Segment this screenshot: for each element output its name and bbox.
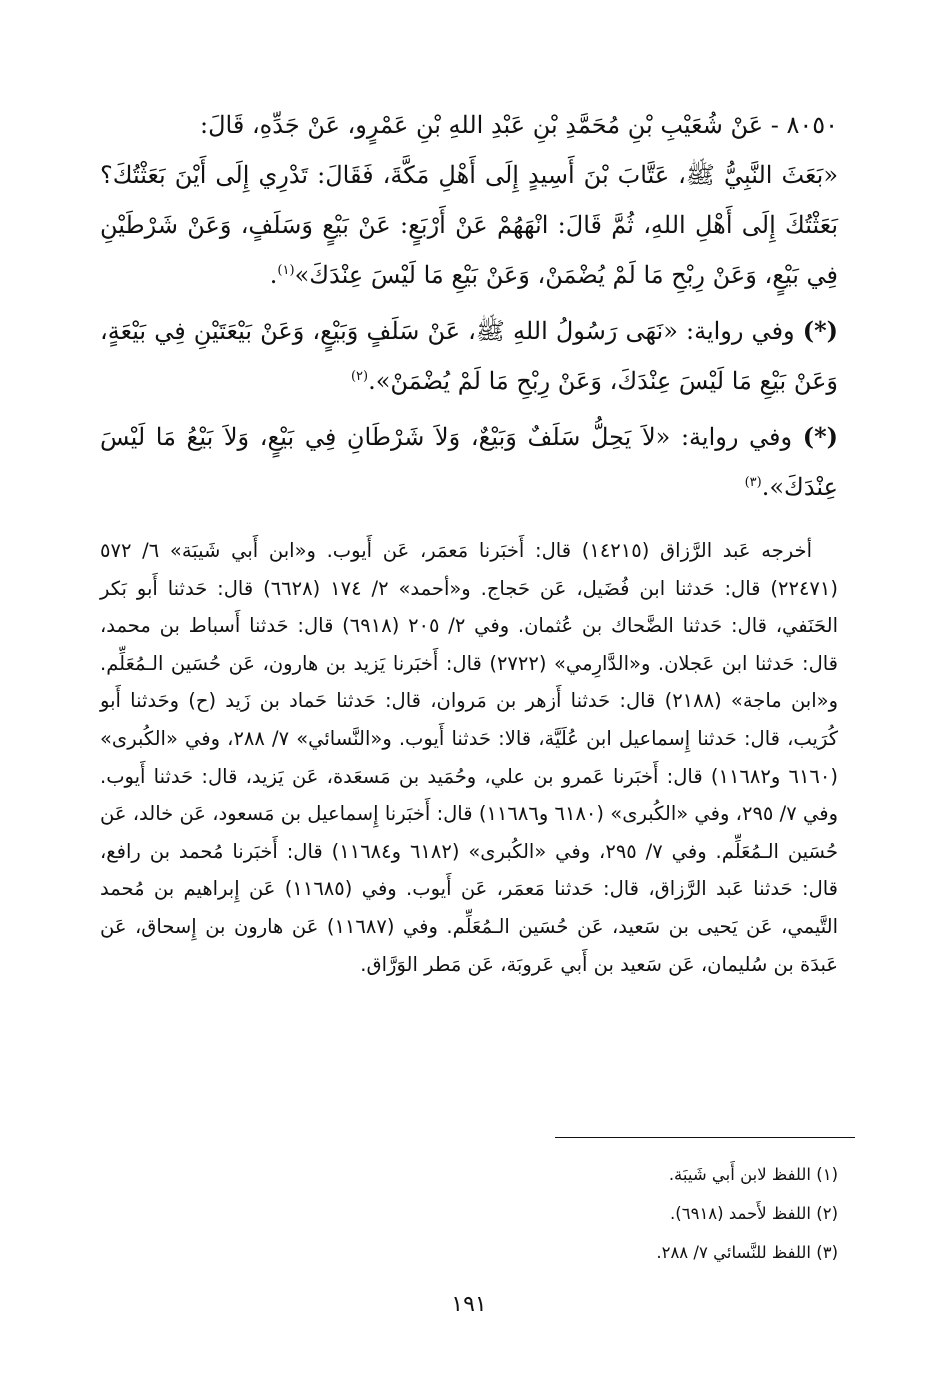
hadith-block — [100, 100, 838, 300]
narration-marker: (*) — [802, 422, 838, 451]
footnote-reference: (١) — [277, 263, 295, 278]
narration-variant — [100, 412, 838, 512]
footnote-item: (٢) اللفظ لأَحمد (٦٩١٨). — [670, 1204, 838, 1223]
takhrij-paragraph: أخرجه عَبد الرَّزاق (١٤٢١٥) قال: أَخبَرنا مَعمَر، عَن أَيوب. و«ابن أَبي شَيبَة» ٦/ ٥٧٢ (٢٢٤٧١) قال: حَدثنا ابن فُضَيل، عَن حَجاج. و«أحمد» ٢/ ١٧٤ (٦٦٢٨) قال: حَدثنا أَبو بَكر الحَنَفي، قال: حَدثنا الضَّحاك بن عُثمان. وفي ٢/ ٢٠٥ (٦٩١٨) قال: حَدثنا أَسباط بن محمد، قال: حَدثنا ابن عَجلان. و«الدَّارِمي» (٢٧٢٢) قال: أَخبَرنا يَزيد بن هارون، عَن حُسَين الـمُعَلِّم. و«ابن ماجة» (٢١٨٨) قال: حَدثنا أَزهر بن مَروان، قال: حَدثنا حَماد بن زَيد (ح) وحَدثنا أَبو كُرَيب، قال: حَدثنا إِسماعيل ابن عُلَيَّة، قالا: حَدثنا أَيوب. و«النَّسائي» ٧/ ٢٨٨، وفي «الكُبرى» (٦١٦٠ و١١٦٨٢) قال: أَخبَرنا عَمرو بن علي، وحُمَيد بن مَسعَدة، عَن يَزيد، قال: حَدثنا أَيوب. وفي ٧/ ٢٩٥، وفي «الكُبرى» (٦١٨٠ و١١٦٨٦) قال: أَخبَرنا إِسماعيل بن مَسعود، عَن خالد، عَن حُسَين الـمُعَلِّم. وفي ٧/ ٢٩٥، وفي «الكُبرى» (٦١٨٢ و١١٦٨٤) قال: أَخبَرنا مُحمد بن رافع، قال: حَدثنا عَبد الرَّزاق، قال: حَدثنا مَعمَر، عَن أَيوب. وفي (١١٦٨٥) عَن إِبراهيم بن مُحمد التَّيمي، عَن يَحيى بن سَعيد، عَن حُسَين الـمُعَلِّم. وفي (١١٦٨٧) عَن هارون بن إِسحاق، عَن عَبدَة بن سُليمان، عَن سَعيد بن أَبي عَروبَة، عَن مَطر الوَرَّاق. — [100, 539, 839, 976]
narration-variant — [100, 306, 838, 406]
footnote-item: (٣) اللفظ للنَّسائي ٧/ ٢٨٨. — [656, 1243, 838, 1262]
footnotes — [100, 1155, 838, 1272]
narration-text: وفي رواية: «نَهَى رَسُولُ اللهِ ﷺ، عَنْ سَلَفٍ وَبَيْعٍ، وَعَنْ بَيْعَتَيْنِ فِي بَيْعَةٍ، وَعَنْ بَيْعِ مَا لَيْسَ عِنْدَكَ، وَعَنْ رِبْحِ مَا لَمْ يُضْمَنْ». — [100, 317, 838, 395]
hadith-matn: «بَعَثَ النَّبِيُّ ﷺ، عَتَّابَ بْنَ أَسِيدٍ إِلَى أَهْلِ مَكَّةَ، فَقَالَ: تَدْرِي إِلَى أَيْنَ بَعَثْتُكَ؟ بَعَثْتُكَ إِلَى أَهْلِ اللهِ، ثُمَّ قَالَ: انْهَهُمْ عَنْ أَرْبَعٍ: عَنْ بَيْعٍ وَسَلَفٍ، وَعَنْ شَرْطَيْنِ فِي بَيْعٍ، وَعَنْ رِبْحِ مَا لَمْ يُضْمَنْ، وَعَنْ بَيْعِ مَا لَيْسَ عِنْدَكَ» — [100, 161, 838, 289]
footnote-divider — [555, 1137, 855, 1138]
hadith-chain: عَنْ شُعَيْبِ بْنِ مُحَمَّدِ بْنِ عَبْدِ اللهِ بْنِ عَمْرٍو، عَنْ جَدِّهِ، قَالَ: — [200, 111, 764, 139]
page-number: ١٩١ — [451, 1292, 487, 1317]
page-body — [100, 100, 838, 983]
footnote-reference: (٣) — [744, 475, 762, 490]
narration-text: وفي رواية: «لاَ يَحِلُّ سَلَفٌ وَبَيْعٌ، وَلاَ شَرْطَانِ فِي بَيْعٍ، وَلاَ بَيْعُ مَا لَيْسَ عِنْدَكَ». — [100, 423, 838, 501]
footnote-reference: (٢) — [350, 369, 369, 384]
narration-marker: (*) — [802, 316, 838, 345]
hadith-text: «بَعَثَ النَّبِيُّ ﷺ، عَتَّابَ بْنَ أَسِيدٍ إِلَى أَهْلِ مَكَّةَ، فَقَالَ: تَدْرِي إِلَى أَيْنَ بَعَثْتُكَ؟ بَعَثْتُكَ إِلَى أَهْلِ اللهِ، ثُمَّ قَالَ: انْهَهُمْ عَنْ أَرْبَعٍ: عَنْ بَيْعٍ وَسَلَفٍ، وَعَنْ شَرْطَيْنِ فِي بَيْعٍ، وَعَنْ رِبْحِ مَا لَمْ يُضْمَنْ، وَعَنْ بَيْعِ مَا لَيْسَ عِنْدَكَ»$^{(١)}$. — [100, 161, 838, 289]
hadith-header: ٨٠٥٠ - عَنْ شُعَيْبِ بْنِ مُحَمَّدِ بْنِ عَبْدِ اللهِ بْنِ عَمْرٍو، عَنْ جَدِّهِ، قَالَ: — [200, 111, 838, 139]
footnote-item: (١) اللفظ لابن أَبي شَيبَة. — [668, 1165, 838, 1184]
hadith-number: ٨٠٥٠ — [786, 111, 838, 139]
